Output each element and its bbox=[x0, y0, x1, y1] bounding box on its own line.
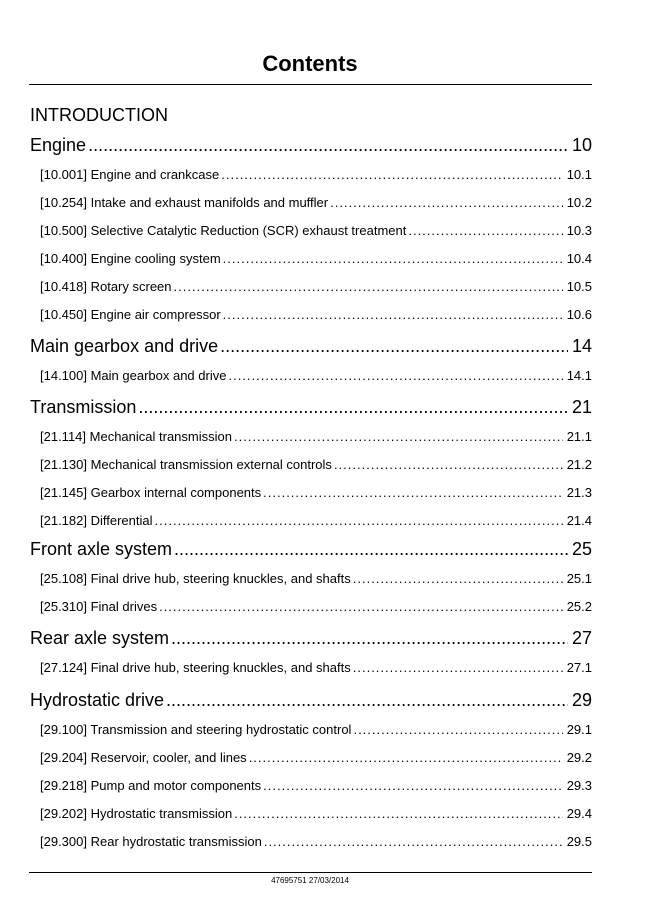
toc-section-title: [29.204] Reservoir, cooler, and lines bbox=[40, 750, 247, 765]
toc-section-title: [21.130] Mechanical transmission external controls bbox=[40, 457, 332, 472]
introduction-heading: INTRODUCTION bbox=[30, 105, 168, 125]
toc-section-title: [25.108] Final drive hub, steering knuckles, and shafts bbox=[40, 571, 351, 586]
toc-section-title: [29.100] Transmission and steering hydrostatic control bbox=[40, 722, 352, 737]
toc-section-page: 14.1 bbox=[566, 368, 592, 383]
dot-leader bbox=[155, 513, 563, 529]
dot-leader bbox=[220, 335, 568, 357]
toc-section[interactable] bbox=[40, 167, 592, 183]
toc-section-title: [25.310] Final drives bbox=[40, 599, 158, 614]
toc-section-title: [21.145] Gearbox internal components bbox=[40, 485, 262, 500]
toc-section-page: 10.3 bbox=[566, 223, 592, 238]
dot-leader bbox=[234, 806, 562, 822]
dot-leader bbox=[174, 538, 568, 560]
dot-leader bbox=[249, 750, 563, 766]
dot-leader bbox=[138, 396, 568, 418]
toc-chapter-title: Engine bbox=[30, 135, 87, 155]
toc-section-title: [29.300] Rear hydrostatic transmission bbox=[40, 834, 262, 849]
toc-chapter[interactable] bbox=[30, 335, 592, 357]
dot-leader bbox=[166, 689, 568, 711]
toc-chapter-title: Front axle system bbox=[30, 539, 173, 559]
toc-section-page: 29.1 bbox=[566, 722, 592, 737]
toc-chapter[interactable] bbox=[30, 627, 592, 649]
toc-section[interactable] bbox=[40, 223, 592, 239]
toc-chapter-page: 10 bbox=[571, 135, 592, 155]
toc-section-title: [29.218] Pump and motor components bbox=[40, 778, 262, 793]
dot-leader bbox=[353, 722, 562, 738]
dot-leader bbox=[88, 134, 568, 156]
toc-section[interactable] bbox=[40, 368, 592, 384]
page-title: Contents bbox=[262, 51, 358, 76]
toc-section-title: [10.450] Engine air compressor bbox=[40, 307, 221, 322]
toc-section-title: [10.500] Selective Catalytic Reduction (SCR) exhaust treatment bbox=[40, 223, 407, 238]
toc-section[interactable] bbox=[40, 195, 592, 211]
toc-section[interactable] bbox=[40, 457, 592, 473]
toc-section[interactable] bbox=[40, 251, 592, 267]
toc-section[interactable] bbox=[40, 429, 592, 445]
top-rule bbox=[29, 84, 592, 85]
dot-leader bbox=[234, 429, 563, 445]
toc-section[interactable] bbox=[40, 834, 592, 850]
dot-leader bbox=[221, 167, 562, 183]
toc-section-page: 10.1 bbox=[566, 167, 592, 182]
dot-leader bbox=[223, 307, 563, 323]
footer-doc-reference: 47695751 27/03/2014 bbox=[271, 876, 349, 885]
dot-leader bbox=[223, 251, 563, 267]
toc-section[interactable] bbox=[40, 722, 592, 738]
toc-section-page: 21.2 bbox=[566, 457, 592, 472]
toc-section[interactable] bbox=[40, 513, 592, 529]
toc-section-page: 21.4 bbox=[566, 513, 592, 528]
toc-section[interactable] bbox=[40, 571, 592, 587]
dot-leader bbox=[159, 599, 563, 615]
toc-section-page: 29.2 bbox=[566, 750, 592, 765]
toc-section-title: [29.202] Hydrostatic transmission bbox=[40, 806, 233, 821]
toc-section[interactable] bbox=[40, 485, 592, 501]
toc-section[interactable] bbox=[40, 750, 592, 766]
dot-leader bbox=[263, 778, 563, 794]
dot-leader bbox=[353, 571, 563, 587]
dot-leader bbox=[174, 279, 563, 295]
toc-section-page: 29.5 bbox=[566, 834, 592, 849]
toc-section-page: 29.3 bbox=[566, 778, 592, 793]
toc-section-page: 10.5 bbox=[566, 279, 592, 294]
toc-chapter[interactable] bbox=[30, 689, 592, 711]
toc-section-page: 25.2 bbox=[566, 599, 592, 614]
toc-chapter-title: Transmission bbox=[30, 397, 137, 417]
dot-leader bbox=[353, 660, 563, 676]
dot-leader bbox=[408, 223, 562, 239]
toc-section-page: 21.3 bbox=[566, 485, 592, 500]
bottom-rule bbox=[29, 872, 592, 873]
dot-leader bbox=[228, 368, 562, 384]
toc-chapter-title: Rear axle system bbox=[30, 628, 170, 648]
toc-section-title: [10.400] Engine cooling system bbox=[40, 251, 221, 266]
toc-section-page: 21.1 bbox=[566, 429, 592, 444]
toc-section-page: 27.1 bbox=[566, 660, 592, 675]
dot-leader bbox=[330, 195, 563, 211]
toc-section-page: 10.2 bbox=[566, 195, 592, 210]
toc-chapter-page: 21 bbox=[571, 397, 592, 417]
toc-section[interactable] bbox=[40, 599, 592, 615]
toc-section-page: 10.6 bbox=[566, 307, 592, 322]
dot-leader bbox=[171, 627, 568, 649]
toc-section[interactable] bbox=[40, 778, 592, 794]
dot-leader bbox=[334, 457, 563, 473]
toc-section-page: 29.4 bbox=[566, 806, 592, 821]
toc-chapter-title: Hydrostatic drive bbox=[30, 690, 165, 710]
toc-section-title: [27.124] Final drive hub, steering knuckles, and shafts bbox=[40, 660, 351, 675]
toc-chapter[interactable] bbox=[30, 134, 592, 156]
dot-leader bbox=[263, 485, 563, 501]
dot-leader bbox=[264, 834, 563, 850]
toc-section-title: [21.114] Mechanical transmission bbox=[40, 429, 232, 444]
toc-section-page: 25.1 bbox=[566, 571, 592, 586]
toc-chapter-page: 25 bbox=[571, 539, 592, 559]
toc-section-title: [10.001] Engine and crankcase bbox=[40, 167, 220, 182]
toc-section[interactable] bbox=[40, 279, 592, 295]
toc-chapter-page: 29 bbox=[571, 690, 592, 710]
toc-section-title: [10.254] Intake and exhaust manifolds and muffler bbox=[40, 195, 329, 210]
toc-section-title: [21.182] Differential bbox=[40, 513, 153, 528]
toc-chapter-page: 27 bbox=[571, 628, 592, 648]
toc-chapter-page: 14 bbox=[571, 336, 592, 356]
toc-chapter[interactable] bbox=[30, 396, 592, 418]
toc-section[interactable] bbox=[40, 660, 592, 676]
toc-section-title: [14.100] Main gearbox and drive bbox=[40, 368, 227, 383]
toc-section[interactable] bbox=[40, 307, 592, 323]
toc-section-title: [10.418] Rotary screen bbox=[40, 279, 172, 294]
toc-section[interactable] bbox=[40, 806, 592, 822]
toc-chapter[interactable] bbox=[30, 538, 592, 560]
toc-section-page: 10.4 bbox=[566, 251, 592, 266]
toc-chapter-title: Main gearbox and drive bbox=[30, 336, 219, 356]
